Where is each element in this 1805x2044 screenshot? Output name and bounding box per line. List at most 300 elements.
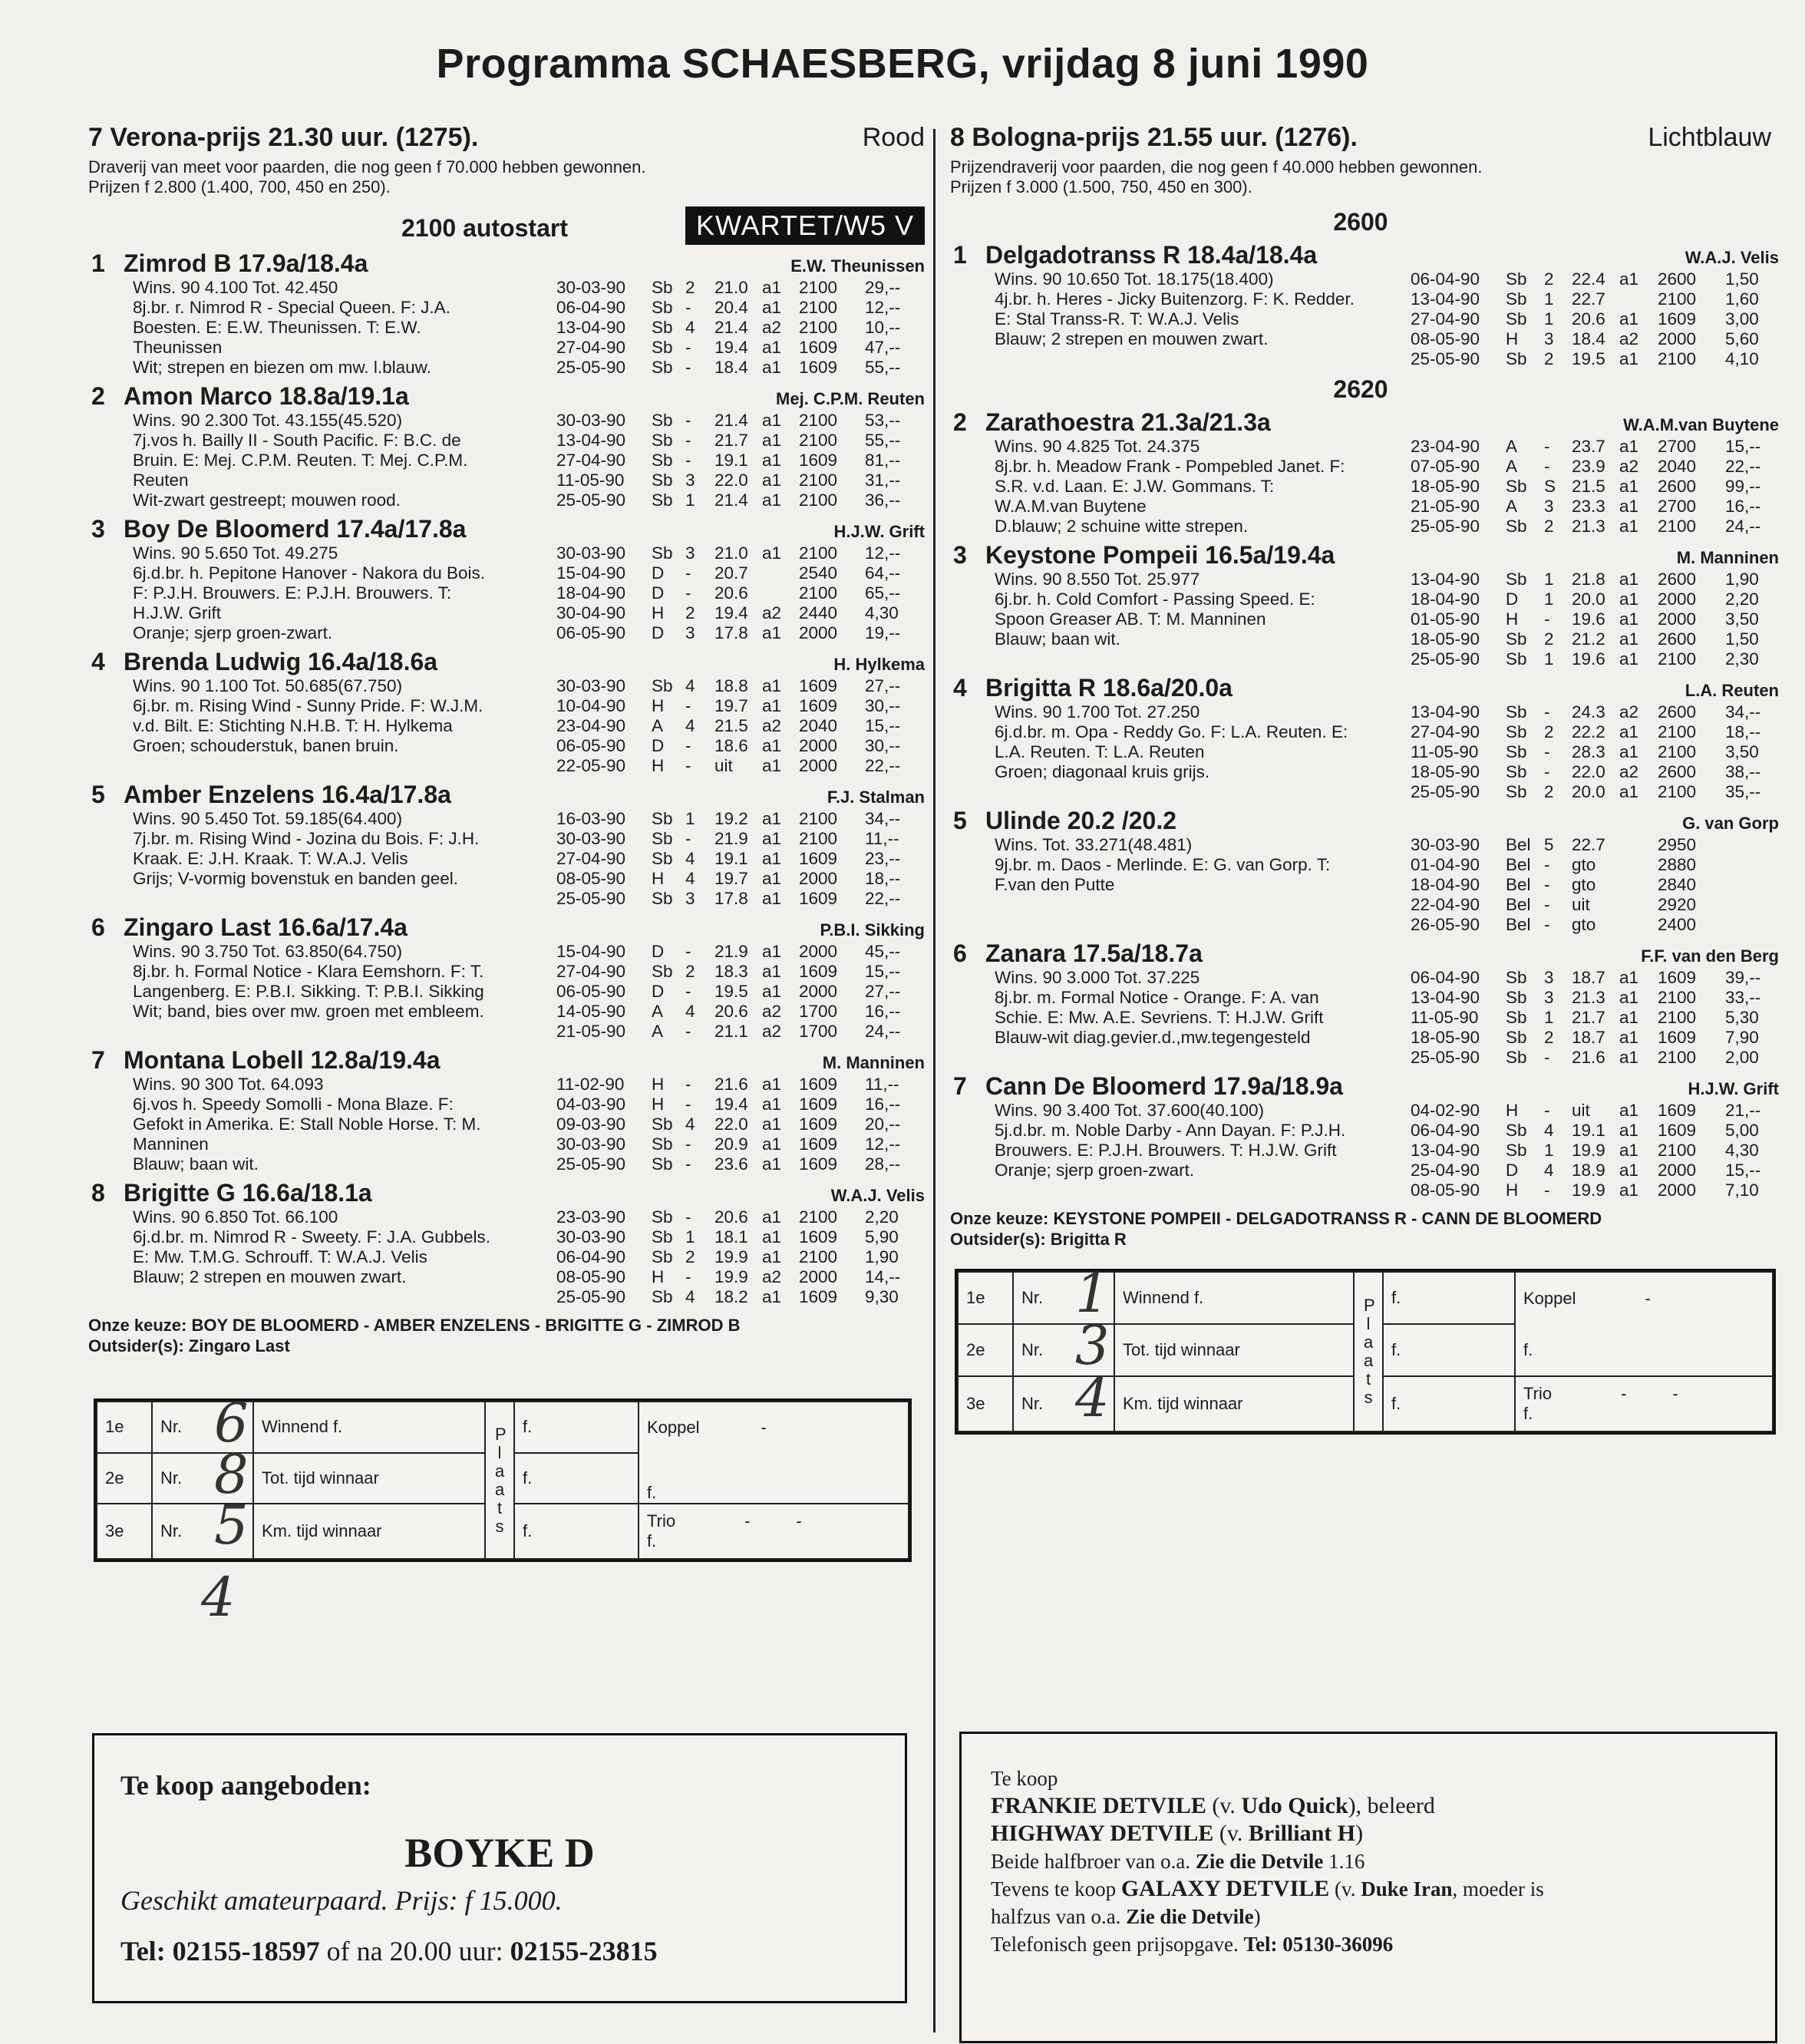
horse-info-line: Theunissen	[133, 338, 223, 357]
race-description	[88, 157, 925, 197]
trio-field[interactable]: Trio - - f.	[639, 1504, 909, 1559]
result-row: 27-04-90 Sb 2 18.3 a1 1609 15,--	[556, 962, 901, 981]
result-row: 01-04-90 Bel - gto 2880	[1411, 855, 1697, 874]
horse-entry	[88, 781, 925, 909]
ad-description: Geschikt amateurpaard. Prijs: f 15.000.	[120, 1885, 563, 1916]
horse-info-line: Groen; diagonaal kruis grijs.	[995, 762, 1210, 781]
horse-info	[950, 835, 1411, 935]
plaats-label: P l a a t s	[485, 1402, 514, 1559]
horse-info-line: 6j.vos h. Speedy Somolli - Mona Blaze. F:	[133, 1095, 454, 1114]
horse-entry	[950, 241, 1779, 369]
koppel-field[interactable]: Koppel -	[1515, 1272, 1773, 1324]
horse-info	[88, 1207, 556, 1307]
recent-results	[556, 676, 925, 776]
result-row: 15-04-90 D - 20.7 2540 64,--	[556, 563, 901, 583]
horse-info-line: E: Stal Transs-R. T: W.A.J. Velis	[995, 309, 1239, 329]
handwritten-number: 4	[201, 1566, 236, 1629]
result-row: 06-05-90 D 3 17.8 a1 2000 19,--	[556, 623, 901, 642]
horse-info-line: Wins. 90 5.450 Tot. 59.185(64.400)	[133, 809, 403, 828]
horse-info-line: F.van den Putte	[995, 875, 1115, 894]
f-field[interactable]: f.	[639, 1453, 909, 1504]
horse-name: 6 Zingaro Last 16.6a/17.4a	[91, 913, 408, 941]
race-description	[950, 157, 1771, 197]
horse-info-line: D.blauw; 2 schuine witte strepen.	[995, 517, 1249, 536]
result-row: 08-05-90 H 3 18.4 a2 2000 5,60	[1411, 329, 1759, 348]
nr-1-field[interactable]: Nr. 6	[152, 1402, 253, 1453]
recent-results	[1411, 570, 1779, 669]
horse-info-line: Oranje; sjerp groen-zwart.	[995, 1161, 1195, 1180]
winnend-label: Winnend f.	[1114, 1272, 1354, 1324]
horse-info-line: Wins. 90 4.100 Tot. 42.450	[133, 278, 338, 297]
horse-header	[950, 807, 1779, 835]
race-title: 8 Bologna-prijs 21.55 uur. (1276).	[950, 123, 1358, 152]
horse-header	[88, 781, 925, 809]
horse-header	[88, 249, 925, 278]
result-row: 22-04-90 Bel - uit 2920	[1411, 895, 1697, 914]
horse-info-line: S.R. v.d. Laan. E: J.W. Gommans. T:	[995, 477, 1275, 496]
result-row: 07-05-90 A - 23.9 a2 2040 22,--	[1411, 457, 1761, 476]
recent-results	[556, 1075, 925, 1174]
result-row: 06-04-90 Sb 4 19.1 a1 1609 5,00	[1411, 1121, 1759, 1140]
horse-info-line: v.d. Bilt. E: Stichting N.H.B. T: H. Hylkema	[133, 716, 453, 735]
result-row: 21-05-90 A - 21.1 a2 1700 24,--	[556, 1022, 901, 1041]
result-row: 27-04-90 Sb 2 22.2 a1 2100 18,--	[1411, 722, 1761, 741]
result-row: 30-03-90 Bel 5 22.7 2950	[1411, 835, 1697, 854]
horse-entry	[950, 674, 1779, 802]
result-row: 04-03-90 H - 19.4 a1 1609 16,--	[556, 1095, 901, 1114]
horse-list	[88, 249, 925, 1307]
horse-trainer: W.A.J. Velis	[1685, 248, 1779, 267]
recent-results	[556, 278, 925, 378]
horse-info	[88, 676, 556, 776]
horse-name: 1 Delgadotranss R 18.4a/18.4a	[953, 241, 1318, 269]
pos-1: 1e	[97, 1402, 152, 1453]
result-row: 06-05-90 D - 19.5 a1 2000 27,--	[556, 982, 901, 1001]
horse-entry	[88, 382, 925, 510]
race-prizes: Prijzen f 3.000 (1.500, 750, 450 en 300).	[950, 177, 1252, 196]
horse-info-line: Wit; strepen en biezen om mw. l.blauw.	[133, 358, 431, 377]
page-title: Programma SCHAESBERG, vrijdag 8 juni 1990	[436, 41, 1369, 87]
race-conditions: Draverij van meet voor paarden, die nog geen f 70.000 hebben gewonnen.	[88, 157, 646, 177]
horse-info-line: 9j.br. m. Daos - Merlinde. E: G. van Gorp. T:	[995, 855, 1331, 874]
result-row: 30-03-90 Sb 2 21.0 a1 2100 29,--	[556, 278, 901, 297]
horse-info-line: F: P.J.H. Brouwers. E: P.J.H. Brouwers. T:	[133, 583, 452, 603]
horse-info-line: Wins. 90 4.825 Tot. 24.375	[995, 437, 1200, 456]
result-row: 23-04-90 A - 23.7 a1 2700 15,--	[1411, 437, 1761, 456]
result-row: 18-05-90 Sb S 21.5 a1 2600 99,--	[1411, 477, 1761, 496]
result-row: 06-04-90 Sb 2 19.9 a1 2100 1,90	[556, 1247, 899, 1266]
winnend-label: Winnend f.	[253, 1402, 485, 1453]
horse-info-line: E: Mw. T.M.G. Schrouff. T: W.A.J. Velis	[133, 1247, 427, 1266]
horse-header	[88, 913, 925, 942]
horse-name: 5 Amber Enzelens 16.4a/17.8a	[91, 781, 451, 808]
result-row: 25-05-90 Sb 3 17.8 a1 1609 22,--	[556, 889, 901, 908]
result-row: 30-03-90 Sb 1 18.1 a1 1609 5,90	[556, 1227, 899, 1247]
horse-header	[950, 408, 1779, 437]
result-row: 18-04-90 D - 20.6 2100 65,--	[556, 583, 901, 603]
handwritten-number: 5	[214, 1494, 249, 1557]
result-row: 08-05-90 H 4 19.7 a1 2000 18,--	[556, 869, 901, 888]
start-type: 2100 autostart	[401, 214, 568, 242]
horse-trainer: E.W. Theunissen	[790, 256, 925, 276]
tot-tijd-label: Tot. tijd winnaar	[253, 1453, 485, 1504]
recent-results	[556, 942, 925, 1042]
nr-3-field[interactable]: Nr. 5	[152, 1504, 253, 1559]
horse-info-line: 8j.br. h. Meadow Frank - Pompebled Janet. F:	[995, 457, 1345, 476]
horse-trainer: F.F. van den Berg	[1641, 946, 1779, 966]
distance-label: 2620	[1333, 375, 1388, 403]
result-row: 11-05-90 Sb - 28.3 a1 2100 3,50	[1411, 742, 1759, 761]
ad-body: Te koop FRANKIE DETVILE (v. Udo Quick), beleerd HIGHWAY DETVILE (v. Brilliant H) Beide halfbroer van o.a. Zie die Detvile 1.16 Tevens te koop GALAXY DETVILE (v. Duke Iran, moeder is halfzus van o.a. Zie die Detvile) Telefonisch geen prijsopgave. Tel: 05130-36096	[991, 1767, 1544, 1956]
result-row: 18-05-90 Sb 2 18.7 a1 1609 7,90	[1411, 1028, 1759, 1047]
result-row: 14-05-90 A 4 20.6 a2 1700 16,--	[556, 1002, 901, 1021]
horse-info-line: Langenberg. E: P.B.I. Sikking. T: P.B.I. Sikking	[133, 982, 484, 1001]
horse-info	[88, 809, 556, 909]
horse-header	[88, 1046, 925, 1075]
horse-trainer: L.A. Reuten	[1685, 681, 1779, 700]
horse-info-line: 6j.d.br. m. Nimrod R - Sweety. F: J.A. Gubbels.	[133, 1227, 490, 1247]
horse-info-line: Blauw-wit diag.gevier.d.,mw.tegengesteld	[995, 1028, 1311, 1047]
horse-trainer: W.A.J. Velis	[830, 1186, 925, 1205]
horse-info	[88, 942, 556, 1042]
result-row: 25-05-90 Sb - 18.4 a1 1609 55,--	[556, 358, 901, 377]
ad-horse-name: BOYKE D	[404, 1830, 595, 1876]
horse-header	[88, 648, 925, 676]
horse-list	[950, 208, 1779, 1200]
result-row: 18-04-90 D 1 20.0 a1 2000 2,20	[1411, 589, 1759, 609]
result-row: 11-05-90 Sb 3 22.0 a1 2100 31,--	[556, 471, 901, 490]
horse-header	[88, 1179, 925, 1207]
horse-info-line: Oranje; sjerp groen-zwart.	[133, 623, 333, 642]
result-row: 25-05-90 Sb 2 19.5 a1 2100 4,10	[1411, 349, 1759, 368]
result-row: 21-05-90 A 3 23.3 a1 2700 16,--	[1411, 497, 1761, 516]
horse-info	[88, 411, 556, 510]
pos-2: 2e	[958, 1324, 1013, 1376]
outsiders: Outsider(s): Zingaro Last	[88, 1336, 290, 1356]
horse-info-line: Wins. 90 2.300 Tot. 43.155(45.520)	[133, 411, 403, 430]
km-tijd-label: Km. tijd winnaar	[253, 1504, 485, 1559]
horse-trainer: H.J.W. Grift	[833, 522, 925, 541]
race-8-column	[950, 123, 1779, 1250]
horse-header	[950, 241, 1779, 269]
advert-detvile	[959, 1732, 1777, 2043]
horse-trainer: W.A.M.van Buytene	[1623, 415, 1779, 434]
result-row: 09-03-90 Sb 4 22.0 a1 1609 20,--	[556, 1114, 901, 1134]
handwritten-number: 8	[214, 1442, 249, 1506]
recent-results	[1411, 702, 1779, 802]
nr-2-field[interactable]: Nr. 3	[1013, 1324, 1114, 1376]
horse-name: 7 Montana Lobell 12.8a/19.4a	[91, 1046, 441, 1074]
horse-name: 4 Brigitta R 18.6a/20.0a	[953, 674, 1232, 702]
result-row: 01-05-90 H - 19.6 a1 2000 3,50	[1411, 609, 1759, 629]
horse-entry	[88, 1179, 925, 1307]
horse-trainer: M. Manninen	[822, 1053, 925, 1072]
race-color: Rood	[862, 123, 925, 152]
recent-results	[1411, 835, 1779, 935]
horse-info-line: 5j.d.br. m. Noble Darby - Ann Dayan. F: P.J.H.	[995, 1121, 1346, 1140]
pos-2: 2e	[97, 1453, 152, 1504]
horse-info-line: Wins. 90 300 Tot. 64.093	[133, 1075, 324, 1094]
horse-info-line: Wins. 90 1.700 Tot. 27.250	[995, 702, 1200, 722]
result-row: 13-04-90 Sb 1 21.8 a1 2600 1,90	[1411, 570, 1759, 589]
recent-results	[556, 411, 925, 510]
handwritten-number: 1	[1075, 1262, 1110, 1325]
result-row: 18-05-90 Sb 2 21.2 a1 2600 1,50	[1411, 629, 1759, 649]
kwartet-badge: KWARTET/W5 V	[685, 206, 925, 245]
horse-entry	[88, 648, 925, 776]
result-row: 27-04-90 Sb - 19.1 a1 1609 81,--	[556, 451, 901, 470]
horse-info-line: 7j.vos h. Bailly II - South Pacific. F: B.C. de	[133, 431, 461, 450]
horse-trainer: Mej. C.P.M. Reuten	[776, 389, 925, 408]
f-field[interactable]: f.	[514, 1453, 639, 1504]
horse-info-line: Groen; schouderstuk, banen bruin.	[133, 736, 399, 755]
horse-info	[88, 278, 556, 378]
horse-entry	[950, 1072, 1779, 1200]
result-row: 25-05-90 Sb 1 21.4 a1 2100 36,--	[556, 490, 901, 510]
horse-info-line: Spoon Greaser AB. T: M. Manninen	[995, 609, 1266, 629]
horse-entry	[88, 249, 925, 378]
tips	[950, 1208, 1771, 1250]
handwritten-number: 6	[214, 1392, 249, 1455]
horse-info-line: 8j.br. r. Nimrod R - Special Queen. F: J.A.	[133, 298, 450, 317]
result-row: 06-04-90 Sb 2 22.4 a1 2600 1,50	[1411, 269, 1759, 289]
result-row: 25-05-90 Sb 1 19.6 a1 2100 2,30	[1411, 649, 1759, 669]
result-row: 11-02-90 H - 21.6 a1 1609 11,--	[556, 1075, 899, 1094]
horse-info-line: 6j.d.br. h. Pepitone Hanover - Nakora du Bois.	[133, 563, 486, 583]
recent-results	[556, 809, 925, 909]
result-row: 06-05-90 D - 18.6 a1 2000 30,--	[556, 736, 901, 755]
horse-info-line: Wins. 90 1.100 Tot. 50.685(67.750)	[133, 676, 403, 695]
result-row: 23-03-90 Sb - 20.6 a1 2100 2,20	[556, 1207, 899, 1227]
nr-3-field[interactable]: Nr. 4	[1013, 1376, 1114, 1431]
f-field[interactable]: f.	[514, 1402, 639, 1453]
result-row: 13-04-90 Sb - 21.7 a1 2100 55,--	[556, 431, 901, 450]
pos-3: 3e	[958, 1376, 1013, 1431]
result-row: 06-04-90 Sb 3 18.7 a1 1609 39,--	[1411, 968, 1761, 987]
horse-header	[950, 541, 1779, 570]
result-row: 27-04-90 Sb 4 19.1 a1 1609 23,--	[556, 849, 901, 868]
horse-info-line: Wins. Tot. 33.271(48.481)	[995, 835, 1193, 854]
f-field[interactable]: f.	[1383, 1324, 1515, 1376]
horse-info	[950, 968, 1411, 1068]
result-row: 13-04-90 Sb 1 19.9 a1 2100 4,30	[1411, 1141, 1759, 1160]
horse-info-line: Boesten. E: E.W. Theunissen. T: E.W.	[133, 318, 421, 337]
start-row	[88, 200, 925, 245]
horse-info-line: Blauw; 2 strepen en mouwen zwart.	[995, 329, 1269, 348]
horse-header	[950, 1072, 1779, 1101]
horse-entry	[950, 541, 1779, 669]
horse-info-line: 8j.br. m. Formal Notice - Orange. F: A. van	[995, 988, 1319, 1007]
f-field[interactable]: f.	[1383, 1272, 1515, 1324]
horse-info-line: W.A.M.van Buytene	[995, 497, 1147, 516]
handwritten-number: 3	[1075, 1314, 1110, 1378]
horse-trainer: G. van Gorp	[1682, 814, 1779, 833]
horse-info-line: Schie. E: Mw. A.E. Sevriens. T: H.J.W. Grift	[995, 1008, 1324, 1027]
horse-info-line: Wins. 90 10.650 Tot. 18.175(18.400)	[995, 269, 1274, 289]
recent-results	[1411, 437, 1779, 537]
horse-info-line: 4j.br. h. Heres - Jicky Buitenzorg. F: K. Redder.	[995, 289, 1355, 309]
betting-sheet-race-7[interactable]	[94, 1392, 912, 1562]
result-row: 30-03-90 Sb - 21.9 a1 2100 11,--	[556, 829, 899, 848]
horse-name: 6 Zanara 17.5a/18.7a	[953, 939, 1203, 967]
onze-keuze: Onze keuze: KEYSTONE POMPEII - DELGADOTRANSS R - CANN DE BLOOMERD	[950, 1209, 1602, 1228]
race-conditions: Prijzendraverij voor paarden, die nog geen f 40.000 hebben gewonnen.	[950, 157, 1483, 177]
horse-info-line: 8j.br. h. Formal Notice - Klara Eemshorn. F: T.	[133, 962, 484, 981]
onze-keuze: Onze keuze: BOY DE BLOOMERD - AMBER ENZELENS - BRIGITTE G - ZIMROD B	[88, 1316, 741, 1335]
result-row: 30-04-90 H 2 19.4 a2 2440 4,30	[556, 603, 899, 622]
horse-info-line: Reuten	[133, 471, 189, 490]
horse-name: 4 Brenda Ludwig 16.4a/18.6a	[91, 648, 438, 675]
horse-trainer: M. Manninen	[1676, 548, 1779, 567]
horse-info-line: 6j.br. m. Rising Wind - Sunny Pride. F: W.J.M.	[133, 696, 483, 715]
horse-info-line: Wins. 90 5.650 Tot. 49.275	[133, 543, 338, 563]
horse-trainer: H.J.W. Grift	[1688, 1079, 1779, 1098]
race-color: Lichtblauw	[1648, 123, 1771, 152]
recent-results	[1411, 968, 1779, 1068]
horse-name: 5 Ulinde 20.2 /20.2	[953, 807, 1177, 834]
pos-3: 3e	[97, 1504, 152, 1559]
horse-info-line: Wins. 90 3.400 Tot. 37.600(40.100)	[995, 1101, 1265, 1120]
horse-info-line: Blauw; 2 strepen en mouwen zwart.	[133, 1267, 407, 1286]
result-row: 30-03-90 Sb - 21.4 a1 2100 53,--	[556, 411, 901, 430]
outsiders: Outsider(s): Brigitta R	[950, 1230, 1127, 1249]
result-row: 25-05-90 Sb 2 20.0 a1 2100 35,--	[1411, 782, 1761, 801]
horse-name: 7 Cann De Bloomerd 17.9a/18.9a	[953, 1072, 1343, 1100]
horse-name: 8 Brigitte G 16.6a/18.1a	[91, 1179, 372, 1207]
horse-info-line: Brouwers. E: P.J.H. Brouwers. T: H.J.W. Grift	[995, 1141, 1337, 1160]
ad-heading: Te koop aangeboden:	[120, 1770, 371, 1801]
result-row: 30-03-90 Sb - 20.9 a1 1609 12,--	[556, 1134, 901, 1154]
result-row: 25-04-90 D 4 18.9 a1 2000 15,--	[1411, 1161, 1761, 1180]
horse-info-line: 7j.br. m. Rising Wind - Jozina du Bois. F: J.H.	[133, 829, 480, 848]
result-row: 27-04-90 Sb 1 20.6 a1 1609 3,00	[1411, 309, 1759, 329]
horse-info-line: Wins. 90 3.750 Tot. 63.850(64.750)	[133, 942, 403, 961]
horse-info-line: 6j.br. h. Cold Comfort - Passing Speed. E:	[995, 589, 1315, 609]
horse-name: 3 Keystone Pompeii 16.5a/19.4a	[953, 541, 1335, 569]
horse-info-line: L.A. Reuten. T: L.A. Reuten	[995, 742, 1205, 761]
horse-info-line: Kraak. E: J.H. Kraak. T: W.A.J. Velis	[133, 849, 408, 868]
km-tijd-label: Km. tijd winnaar	[1114, 1376, 1354, 1431]
result-row: 15-04-90 D - 21.9 a1 2000 45,--	[556, 942, 901, 961]
horse-info-line: Wins. 90 8.550 Tot. 25.977	[995, 570, 1200, 589]
result-row: 23-04-90 A 4 21.5 a2 2040 15,--	[556, 716, 901, 735]
result-row: 11-05-90 Sb 1 21.7 a1 2100 5,30	[1411, 1008, 1759, 1027]
betting-sheet-race-8[interactable]	[955, 1262, 1776, 1435]
horse-name: 3 Boy De Bloomerd 17.4a/17.8a	[91, 515, 467, 543]
result-row: 08-05-90 H - 19.9 a2 2000 14,--	[556, 1267, 901, 1286]
horse-info	[950, 570, 1411, 669]
tips	[88, 1315, 925, 1356]
horse-header	[950, 674, 1779, 702]
horse-info-line: Wit-zwart gestreept; mouwen rood.	[133, 490, 401, 510]
recent-results	[1411, 1101, 1779, 1200]
nr-1-field[interactable]: Nr. 1	[1013, 1272, 1114, 1324]
horse-info-line: Wins. 90 3.000 Tot. 37.225	[995, 968, 1200, 987]
recent-results	[1411, 269, 1779, 369]
nr-2-field[interactable]: Nr. 8	[152, 1453, 253, 1504]
plaats-label: P l a a t s	[1354, 1272, 1383, 1431]
horse-info-line: Gefokt in Amerika. E: Stall Noble Horse. T: M.	[133, 1114, 481, 1134]
horse-info-line: Wit; band, bies over mw. groen met embleem.	[133, 1002, 484, 1021]
result-row: 06-04-90 Sb - 20.4 a1 2100 12,--	[556, 298, 901, 317]
horse-info	[88, 1075, 556, 1174]
horse-header	[88, 515, 925, 543]
result-row: 13-04-90 Sb 3 21.3 a1 2100 33,--	[1411, 988, 1761, 1007]
horse-header	[950, 939, 1779, 968]
column-divider	[933, 129, 935, 2032]
handwritten-number: 4	[1075, 1366, 1110, 1430]
horse-info-line: Bruin. E: Mej. C.P.M. Reuten. T: Mej. C.P.M.	[133, 451, 468, 470]
result-row: 18-05-90 Sb - 22.0 a2 2600 38,--	[1411, 762, 1761, 781]
f-field[interactable]: f.	[1383, 1376, 1515, 1431]
horse-trainer: P.B.I. Sikking	[820, 920, 925, 939]
horse-trainer: F.J. Stalman	[827, 788, 925, 807]
horse-name: 1 Zimrod B 17.9a/18.4a	[91, 249, 368, 277]
recent-results	[556, 543, 925, 643]
pos-1: 1e	[958, 1272, 1013, 1324]
result-row: 16-03-90 Sb 1 19.2 a1 2100 34,--	[556, 809, 901, 828]
horse-info	[950, 437, 1411, 537]
trio-field[interactable]: Trio - - f.	[1515, 1376, 1773, 1431]
result-row: 25-05-90 Sb - 21.6 a1 2100 2,00	[1411, 1048, 1759, 1067]
f-field[interactable]: f.	[514, 1504, 639, 1559]
result-row: 18-04-90 Bel - gto 2840	[1411, 875, 1697, 894]
result-row: 27-04-90 Sb - 19.4 a1 1609 47,--	[556, 338, 901, 357]
race-prizes: Prijzen f 2.800 (1.400, 700, 450 en 250).	[88, 177, 391, 196]
race-title: 7 Verona-prijs 21.30 uur. (1275).	[88, 123, 479, 152]
result-row: 22-05-90 H - uit a1 2000 22,--	[556, 756, 901, 775]
horse-info-line: Manninen	[133, 1134, 209, 1154]
horse-info-line: H.J.W. Grift	[133, 603, 221, 622]
tot-tijd-label: Tot. tijd winnaar	[1114, 1324, 1354, 1376]
result-row: 13-04-90 Sb - 24.3 a2 2600 34,--	[1411, 702, 1761, 722]
result-row: 25-05-90 Sb 2 21.3 a1 2100 24,--	[1411, 517, 1761, 536]
result-row: 08-05-90 H - 19.9 a1 2000 7,10	[1411, 1181, 1759, 1200]
result-row: 10-04-90 H - 19.7 a1 1609 30,--	[556, 696, 901, 715]
horse-entry	[88, 1046, 925, 1174]
horse-info	[950, 269, 1411, 369]
horse-entry	[88, 913, 925, 1042]
race-7-column	[88, 123, 925, 1356]
horse-info-line: Grijs; V-vormig bovenstuk en banden geel.	[133, 869, 458, 888]
horse-info	[88, 543, 556, 643]
result-row: 30-03-90 Sb 4 18.8 a1 1609 27,--	[556, 676, 901, 695]
result-row: 25-05-90 Sb 4 18.2 a1 1609 9,30	[556, 1287, 899, 1306]
horse-info-line: Blauw; baan wit.	[133, 1154, 259, 1174]
result-row: 30-03-90 Sb 3 21.0 a1 2100 12,--	[556, 543, 901, 563]
result-row: 04-02-90 H - uit a1 1609 21,--	[1411, 1101, 1761, 1120]
horse-info-line: Blauw; baan wit.	[995, 629, 1120, 649]
result-row: 13-04-90 Sb 1 22.7 2100 1,60	[1411, 289, 1759, 309]
horse-name: 2 Amon Marco 18.8a/19.1a	[91, 382, 409, 410]
horse-info	[950, 702, 1411, 802]
koppel-field[interactable]: Koppel -	[639, 1402, 909, 1453]
result-row: 13-04-90 Sb 4 21.4 a2 2100 10,--	[556, 318, 901, 337]
recent-results	[556, 1207, 925, 1307]
advert-boyke-d	[92, 1733, 907, 2003]
horse-name: 2 Zarathoestra 21.3a/21.3a	[953, 408, 1271, 436]
horse-info-line: 6j.d.br. m. Opa - Reddy Go. F: L.A. Reuten. E:	[995, 722, 1348, 741]
ad-telephone: Tel: 02155-18597 of na 20.00 uur: 02155-23815	[120, 1936, 658, 1966]
result-row: 26-05-90 Bel - gto 2400	[1411, 915, 1697, 934]
race-header	[950, 123, 1771, 153]
horse-header	[88, 382, 925, 411]
horse-entry	[950, 939, 1779, 1068]
race-header	[88, 123, 925, 153]
f-field[interactable]: f.	[1515, 1324, 1773, 1376]
result-row: 25-05-90 Sb - 23.6 a1 1609 28,--	[556, 1154, 901, 1174]
horse-info	[950, 1101, 1411, 1200]
